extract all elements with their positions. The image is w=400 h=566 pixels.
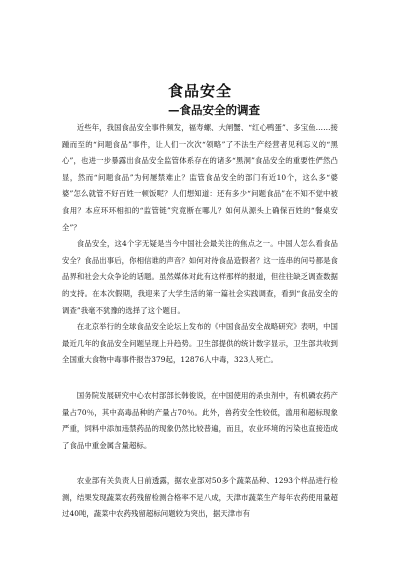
paragraph-gap: [62, 369, 338, 388]
paragraph-3: 在北京举行的全球食品安全论坛上发布的《中国食品安全战略研究》表明，中国最近几年的食品安全问题呈现上升趋势。卫生部提供的统计数字显示，卫生部共收到全国重大食物中毒事件报告379起，12876人中毒，323人死亡。: [62, 322, 338, 365]
paragraph-5: 农业部有关负责人日前透露，据农业部对50多个蔬菜品种、1293个样品进行检测，结果发现蔬菜农药残留检测合格率不足八成，天津市蔬菜生产每年农药使用量超过40吨，蔬菜中农药残留超标问题较为突出，据天津市有: [62, 476, 338, 519]
paragraph-1: 近些年，我国食品安全事件频发，福寿螺、大闸蟹、“红心鸭蛋”、多宝鱼……接踵而至的“问题食品”事件，让人们一次次“领略”了不法生产经营者见利忘义的“黑心”，也进一步暴露出食品安全监管体系存在的诸多“黑洞”食品安全的重要性俨然凸显，然而“问题食品”为何屡禁难止？监管食品安全的部门有近10个，这么多“婆婆”怎么就管不好百姓一顿饭呢？人们想知道：还有多少“问题食品”在不知不觉中被食用？本应环环相扣的“监管链”究竟断在哪儿？如何从源头上确保百姓的“餐桌安全”？: [62, 123, 338, 232]
document-body: [62, 120, 338, 523]
document-subtitle: —食品安全的调查: [168, 103, 260, 117]
paragraph-gap: [62, 454, 338, 473]
paragraph-2: 食品安全，这4个字无疑是当今中国社会最关注的焦点之一。中国人怎么看食品安全？食品出事后，你相信谁的声音？如何对待食品造假者？这一连串的问号都是食品界和社会大众争论的话题。虽然媒体对此有这样那样的报道，但往往缺乏调查数据的支持。在本次假期，我迎来了大学生活的第一篇社会实践调查，看到“食品安全的调查”我毫不犹豫的选择了这个题目。: [62, 239, 338, 315]
paragraph-4: 国务院发展研究中心农村部部长韩俊说，在中国使用的杀虫剂中，有机磷农药产量占70％，其中高毒品种的产量占70％。此外，兽药安全性较低，滥用和超标现象严重，饲料中添加违禁药品的现象仍然比较普遍，而且，农业环境的污染也直接造成了食品中重金属含量超标。: [62, 390, 338, 450]
document-title: 食品安全: [167, 82, 232, 100]
